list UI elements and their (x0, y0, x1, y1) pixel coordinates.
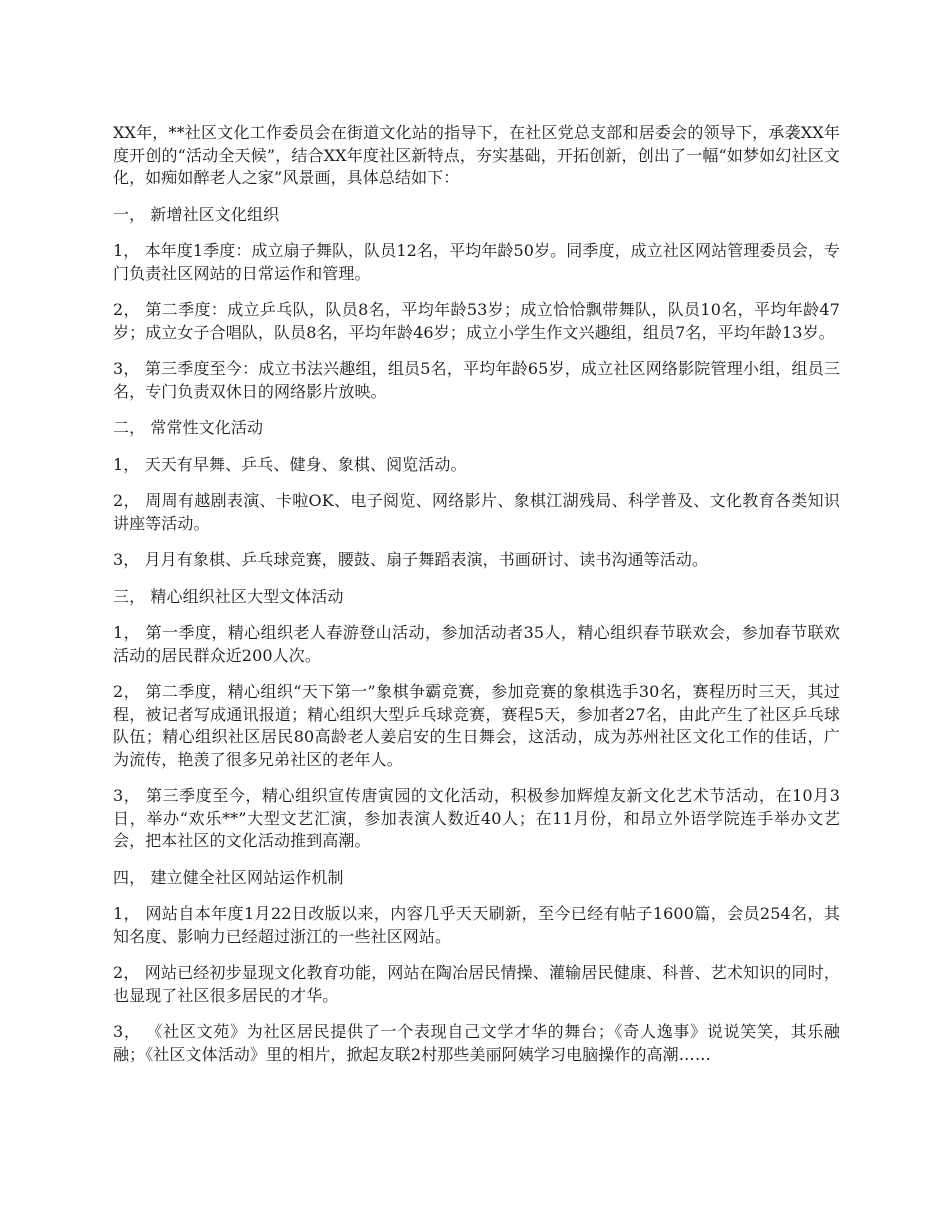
intro-paragraph: XX年，**社区文化工作委员会在街道文化站的指导下，在社区党总支部和居委会的领导下，承袭XX年度开创的“活动全天候”，结合XX年度社区新特点，夯实基础，开拓创新，创出了一幅“如梦如幻社区文化，如痴如醉老人之家”风景画，具体总结如下： (113, 123, 840, 187)
section-4-item-1: 1， 网站自本年度1月22日改版以来，内容几乎天天刷新，至今已经有帖子1600篇，会员254名，其知名度、影响力已经超过浙江的一些社区网站。 (113, 904, 840, 946)
section-heading-3: 三， 精心组织社区大型文体活动 (113, 586, 344, 606)
section-heading-2: 二， 常常性文化活动 (113, 418, 264, 437)
section-2-item-1: 1， 天天有早舞、乒乓、健身、象棋、阅览活动。 (113, 454, 467, 474)
section-2-item-3: 3， 月月有象棋、乒乓球竞赛，腰鼓、扇子舞蹈表演，书画研讨、读书沟通等活动。 (113, 550, 709, 569)
section-4-item-3: 3， 《社区文苑》为社区居民提供了一个表现自己文学才华的舞台；《奇人逸事》说说笑笑，其乐融融；《社区文体活动》里的相片，掀起友联2村那些美丽阿姨学习电脑操作的高潮…… (113, 1022, 840, 1064)
section-heading-1: 一， 新增社区文化组织 (113, 204, 280, 224)
section-2-item-2: 2， 周周有越剧表演、卡啦OK、电子阅览、网络影片、象棋江湖残局、科学普及、文化教育各类知识讲座等活动。 (113, 491, 840, 533)
section-3-item-2: 2， 第二季度，精心组织“天下第一”象棋争霸竞赛，参加竞赛的象棋选手30名，赛程历时三天，其过程，被记者写成通讯报道；精心组织大型乒乓球竞赛，赛程5天，参加者27名，由此产生了社区乒乓球队伍；精心组织社区居民80高龄老人姜启安的生日舞会，这活动，成为苏州社区文化工作的佳话，广为流传，艳羡了很多兄弟社区的老年人。 (113, 682, 840, 769)
section-1-item-1: 1， 本年度1季度：成立扇子舞队，队员12名，平均年龄50岁。同季度，成立社区网站管理委员会，专门负责社区网站的日常运作和管理。 (113, 241, 840, 283)
section-3-item-3: 3， 第三季度至今，精心组织宣传唐寅园的文化活动，积极参加辉煌友新文化艺术节活动，在10月3日，举办“欢乐**”大型文艺汇演，参加表演人数近40人；在11月份，和昂立外语学院连手举办文艺会，把本社区的文化活动推到高潮。 (113, 786, 840, 850)
section-4-item-2: 2， 网站已经初步显现文化教育功能，网站在陶冶居民情操、灌输居民健康、科普、艺术知识的同时，也显现了社区很多居民的才华。 (113, 963, 840, 1005)
section-heading-4: 四， 建立健全社区网站运作机制 (113, 867, 344, 887)
document-page (113, 122, 840, 1080)
section-1-item-3: 3， 第三季度至今：成立书法兴趣组，组员5名，平均年龄65岁，成立社区网络影院管理小组，组员三名，专门负责双休日的网络影片放映。 (113, 359, 840, 401)
section-3-item-1: 1， 第一季度，精心组织老人春游登山活动，参加活动者35人，精心组织春节联欢会，参加春节联欢活动的居民群众近200人次。 (113, 623, 840, 665)
section-1-item-2: 2， 第二季度：成立乒乓队，队员8名，平均年龄53岁；成立恰恰飘带舞队，队员10名，平均年龄47岁；成立女子合唱队，队员8名，平均年龄46岁；成立小学生作文兴趣组，组员7名，平均年龄13岁。 (113, 300, 840, 342)
